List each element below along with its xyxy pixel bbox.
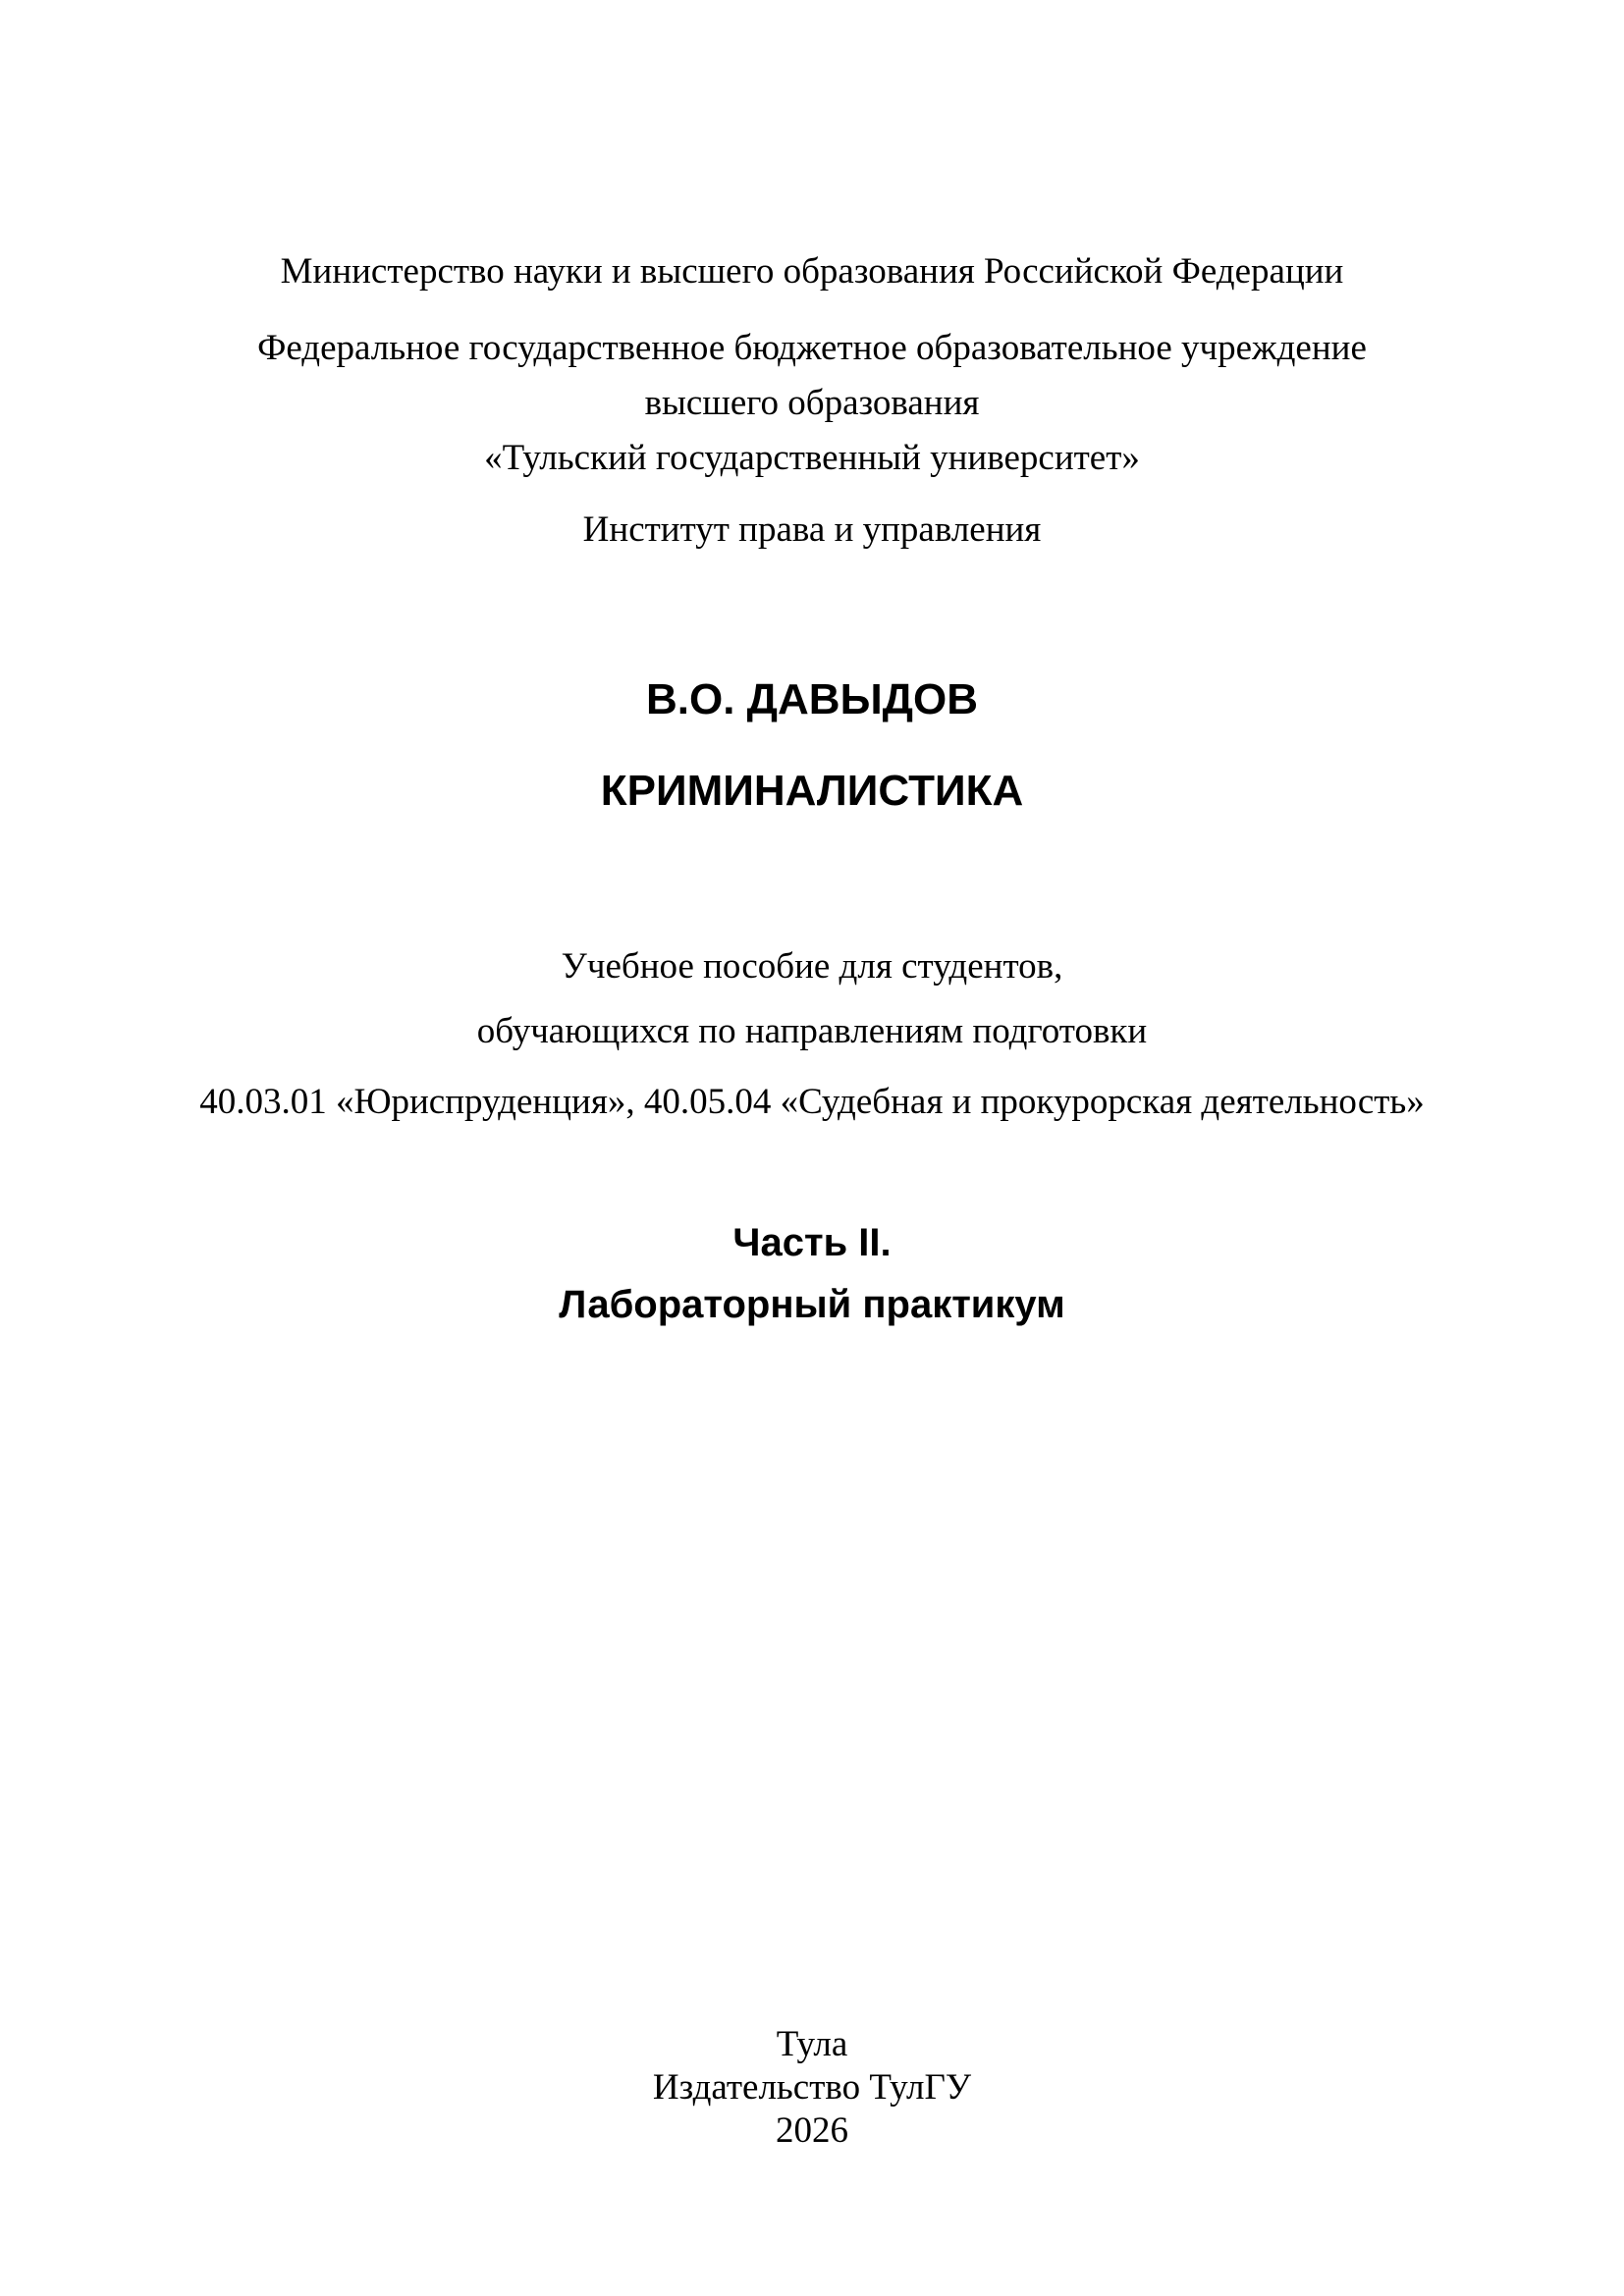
- description-line-2: обучающихся по направлениям подготовки: [476, 1011, 1148, 1051]
- description-line-1: Учебное пособие для студентов,: [561, 946, 1063, 987]
- institution-line-3: «Тульский государственный университет»: [484, 438, 1140, 478]
- book-title: КРИМИНАЛИСТИКА: [600, 767, 1024, 815]
- part-name: Лабораторный практикум: [559, 1283, 1065, 1326]
- imprint-publisher: Издательство ТулГУ: [652, 2067, 972, 2108]
- part-number: Часть II.: [732, 1221, 892, 1264]
- institution-line-1: Федеральное государственное бюджетное образовательное учреждение: [257, 328, 1367, 368]
- imprint-year: 2026: [776, 2110, 848, 2151]
- author-name: В.О. ДАВЫДОВ: [646, 675, 978, 723]
- institute-name: Институт права и управления: [582, 509, 1042, 550]
- imprint-city: Тула: [776, 2024, 848, 2064]
- description-line-3: 40.03.01 «Юриспруденция», 40.05.04 «Судебная и прокурорская деятельность»: [199, 1082, 1425, 1122]
- institution-line-2: высшего образования: [644, 383, 980, 423]
- ministry-name: Министерство науки и высшего образования Российской Федерации: [280, 251, 1344, 292]
